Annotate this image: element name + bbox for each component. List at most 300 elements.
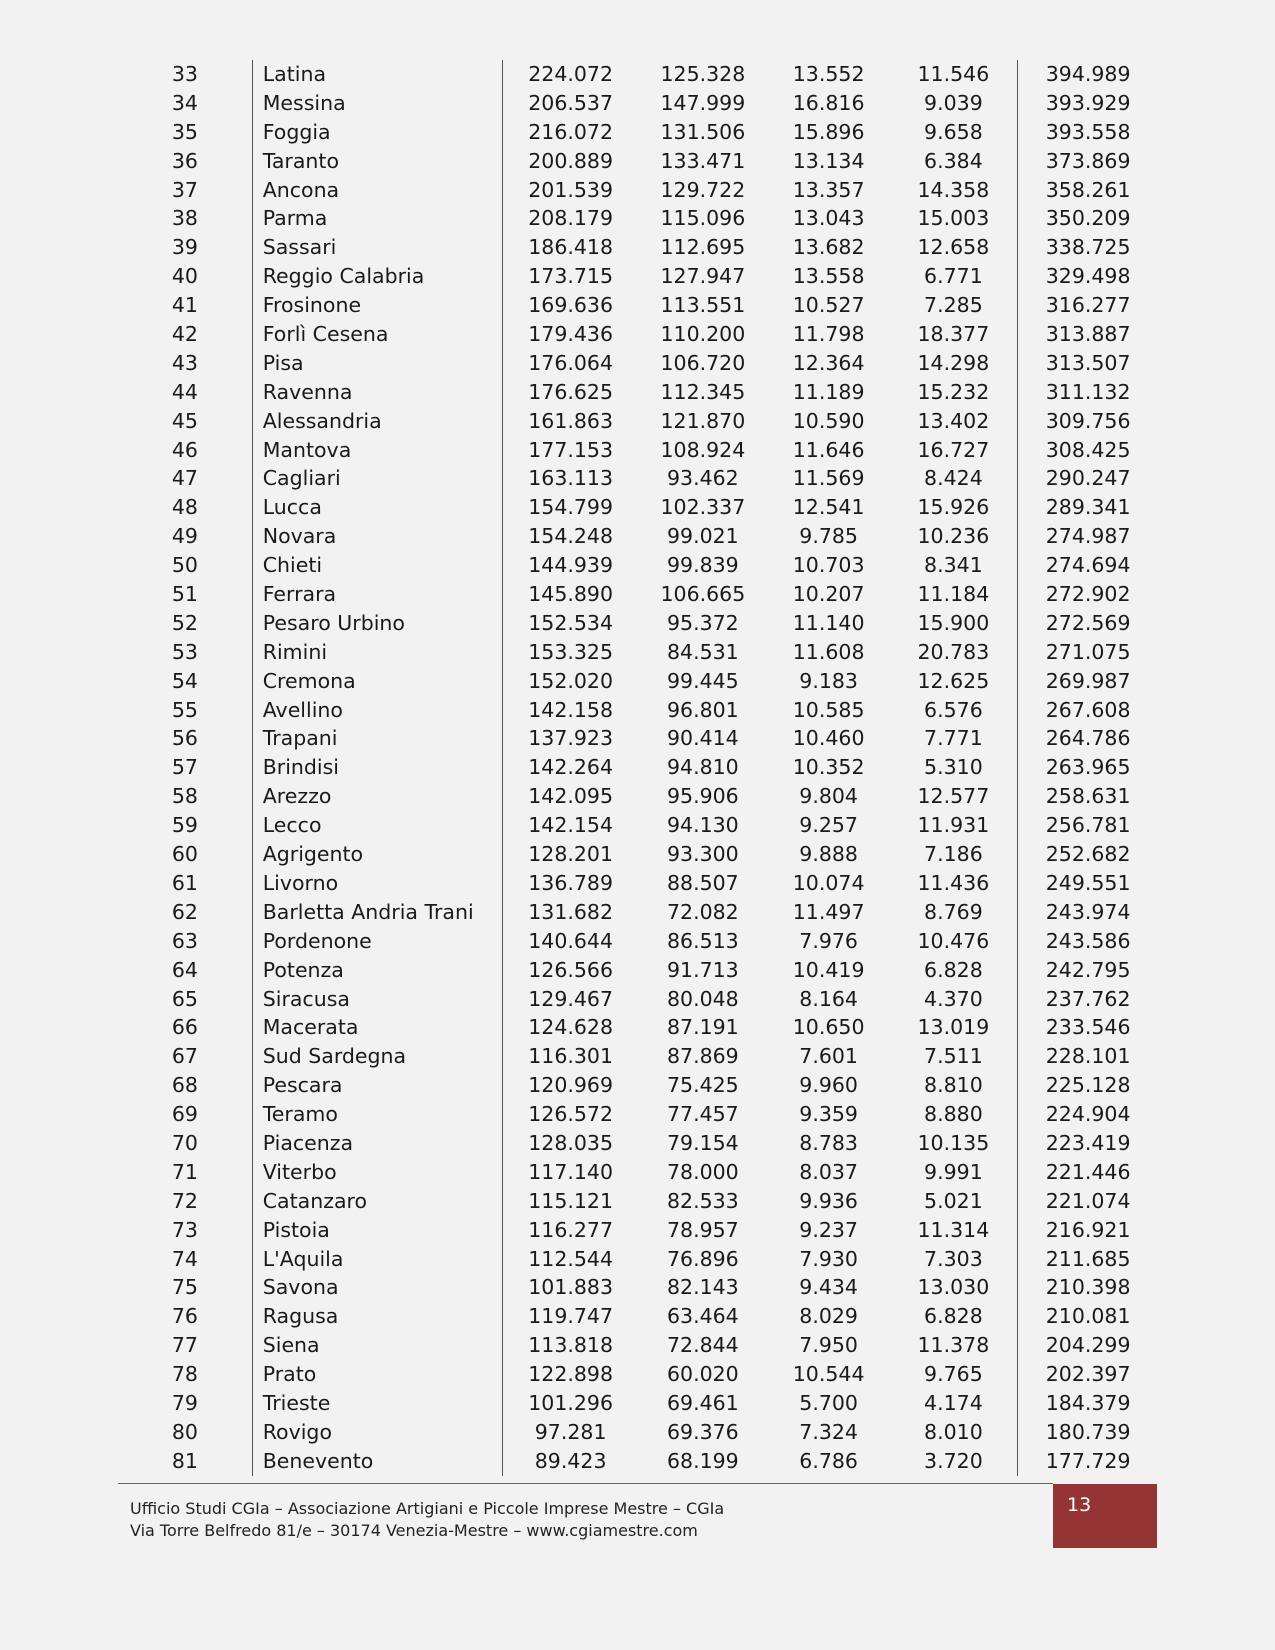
value-4-cell: 16.727 — [917, 437, 990, 462]
table-row — [118, 840, 1158, 869]
value-2-cell: 86.513 — [667, 928, 739, 953]
value-2-cell: 88.507 — [667, 870, 739, 895]
value-3-cell: 10.585 — [792, 697, 865, 722]
province-name-cell: Rovigo — [252, 1418, 503, 1447]
total-cell: 350.209 — [1017, 204, 1158, 233]
value-1-cell: 142.095 — [502, 782, 638, 811]
value-2-cell: 102.337 — [660, 495, 746, 520]
province-name-cell: Trieste — [252, 1389, 503, 1418]
value-1-cell: 117.140 — [502, 1158, 638, 1187]
rank-cell: 67 — [171, 1044, 198, 1069]
total-cell: 204.299 — [1017, 1331, 1158, 1360]
value-3-cell: 9.257 — [799, 813, 858, 838]
value-4-cell: 11.931 — [917, 813, 990, 838]
province-name-cell: Prato — [252, 1360, 503, 1389]
value-1-cell: 120.969 — [502, 1071, 638, 1100]
value-2-cell: 121.870 — [660, 408, 746, 433]
value-4-cell: 12.625 — [917, 668, 990, 693]
value-1-cell: 186.418 — [502, 233, 638, 262]
total-cell: 225.128 — [1017, 1071, 1158, 1100]
value-2-cell: 60.020 — [667, 1362, 739, 1387]
total-cell: 184.379 — [1017, 1389, 1158, 1418]
value-1-cell: 129.467 — [502, 985, 638, 1014]
total-cell: 394.989 — [1017, 60, 1158, 89]
value-4-cell: 13.019 — [917, 1015, 990, 1040]
province-name-cell: Pesaro Urbino — [252, 609, 503, 638]
total-cell: 289.341 — [1017, 493, 1158, 522]
rank-cell: 61 — [171, 870, 198, 895]
value-4-cell: 7.303 — [924, 1246, 983, 1271]
province-name-cell: L'Aquila — [252, 1245, 503, 1274]
table-row — [118, 811, 1158, 840]
value-3-cell: 8.029 — [799, 1304, 858, 1329]
value-3-cell: 10.703 — [792, 553, 865, 578]
value-3-cell: 7.324 — [799, 1419, 858, 1444]
value-3-cell: 9.804 — [799, 784, 858, 809]
value-1-cell: 169.636 — [502, 291, 638, 320]
value-4-cell: 15.926 — [917, 495, 990, 520]
value-3-cell: 10.544 — [792, 1362, 865, 1387]
total-cell: 216.921 — [1017, 1216, 1158, 1245]
table-row — [118, 1042, 1158, 1071]
value-3-cell: 11.140 — [792, 610, 865, 635]
table-row — [118, 522, 1158, 551]
rank-cell: 46 — [171, 437, 198, 462]
province-name-cell: Livorno — [252, 869, 503, 898]
value-4-cell: 6.771 — [924, 264, 983, 289]
rank-cell: 34 — [171, 90, 198, 115]
province-name-cell: Ravenna — [252, 378, 503, 407]
value-1-cell: 173.715 — [502, 262, 638, 291]
province-name-cell: Siracusa — [252, 985, 503, 1014]
value-4-cell: 11.314 — [917, 1217, 990, 1242]
value-1-cell: 142.264 — [502, 753, 638, 782]
value-1-cell: 179.436 — [502, 320, 638, 349]
value-4-cell: 9.039 — [924, 90, 983, 115]
value-2-cell: 78.000 — [667, 1159, 739, 1184]
value-3-cell: 9.888 — [799, 842, 858, 867]
province-name-cell: Alessandria — [252, 407, 503, 436]
value-2-cell: 129.722 — [660, 177, 746, 202]
value-1-cell: 216.072 — [502, 118, 638, 147]
value-4-cell: 12.577 — [917, 784, 990, 809]
value-1-cell: 136.789 — [502, 869, 638, 898]
value-2-cell: 95.372 — [667, 610, 739, 635]
table-row — [118, 378, 1158, 407]
total-cell: 242.795 — [1017, 956, 1158, 985]
value-2-cell: 112.345 — [660, 379, 746, 404]
table-row — [118, 985, 1158, 1014]
province-name-cell: Foggia — [252, 118, 503, 147]
total-cell: 263.965 — [1017, 753, 1158, 782]
value-1-cell: 154.248 — [502, 522, 638, 551]
value-3-cell: 9.785 — [799, 524, 858, 549]
value-3-cell: 5.700 — [799, 1390, 858, 1415]
rank-cell: 71 — [171, 1159, 198, 1184]
rank-cell: 81 — [171, 1448, 198, 1473]
province-name-cell: Novara — [252, 522, 503, 551]
value-4-cell: 14.298 — [917, 350, 990, 375]
rank-cell: 43 — [171, 350, 198, 375]
province-name-cell: Sud Sardegna — [252, 1042, 503, 1071]
table-row — [118, 1389, 1158, 1418]
value-3-cell: 9.237 — [799, 1217, 858, 1242]
province-name-cell: Teramo — [252, 1100, 503, 1129]
table-row — [118, 349, 1158, 378]
value-3-cell: 7.976 — [799, 928, 858, 953]
value-4-cell: 4.370 — [924, 986, 983, 1011]
rank-cell: 49 — [171, 524, 198, 549]
table-row — [118, 696, 1158, 725]
value-3-cell: 9.183 — [799, 668, 858, 693]
value-1-cell: 142.158 — [502, 696, 638, 725]
total-cell: 272.902 — [1017, 580, 1158, 609]
value-1-cell: 176.625 — [502, 378, 638, 407]
value-2-cell: 87.191 — [667, 1015, 739, 1040]
table-row — [118, 60, 1158, 89]
value-3-cell: 8.164 — [799, 986, 858, 1011]
province-name-cell: Viterbo — [252, 1158, 503, 1187]
value-2-cell: 80.048 — [667, 986, 739, 1011]
value-4-cell: 9.765 — [924, 1362, 983, 1387]
value-4-cell: 11.546 — [917, 62, 990, 86]
value-4-cell: 3.720 — [924, 1448, 983, 1473]
table-row — [118, 956, 1158, 985]
province-name-cell: Rimini — [252, 638, 503, 667]
value-2-cell: 127.947 — [660, 264, 746, 289]
province-name-cell: Messina — [252, 89, 503, 118]
rank-cell: 74 — [171, 1246, 198, 1271]
value-2-cell: 112.695 — [660, 235, 746, 260]
rank-cell: 39 — [171, 235, 198, 260]
table-row — [118, 1302, 1158, 1331]
table-row — [118, 1418, 1158, 1447]
rank-cell: 75 — [171, 1275, 198, 1300]
province-table — [118, 60, 1158, 1476]
table-row — [118, 1129, 1158, 1158]
total-cell: 221.446 — [1017, 1158, 1158, 1187]
value-2-cell: 72.844 — [667, 1333, 739, 1358]
value-3-cell: 15.896 — [792, 119, 865, 144]
table-row — [118, 176, 1158, 205]
value-2-cell: 110.200 — [660, 322, 746, 347]
value-2-cell: 69.376 — [667, 1419, 739, 1444]
value-2-cell: 63.464 — [667, 1304, 739, 1329]
rank-cell: 56 — [171, 726, 198, 751]
province-name-cell: Trapani — [252, 724, 503, 753]
province-name-cell: Frosinone — [252, 291, 503, 320]
rank-cell: 68 — [171, 1073, 198, 1098]
value-1-cell: 154.799 — [502, 493, 638, 522]
value-4-cell: 8.424 — [924, 466, 983, 491]
rank-cell: 76 — [171, 1304, 198, 1329]
value-2-cell: 90.414 — [667, 726, 739, 751]
total-cell: 256.781 — [1017, 811, 1158, 840]
rank-cell: 42 — [171, 322, 198, 347]
total-cell: 252.682 — [1017, 840, 1158, 869]
total-cell: 233.546 — [1017, 1013, 1158, 1042]
table-row — [118, 233, 1158, 262]
value-4-cell: 7.511 — [924, 1044, 983, 1069]
value-3-cell: 9.359 — [799, 1102, 858, 1127]
value-3-cell: 8.783 — [799, 1130, 858, 1155]
value-4-cell: 8.880 — [924, 1102, 983, 1127]
value-3-cell: 10.527 — [792, 293, 865, 318]
total-cell: 264.786 — [1017, 724, 1158, 753]
value-2-cell: 77.457 — [667, 1102, 739, 1127]
value-3-cell: 10.207 — [792, 582, 865, 607]
value-3-cell: 10.460 — [792, 726, 865, 751]
table-row — [118, 118, 1158, 147]
value-2-cell: 82.143 — [667, 1275, 739, 1300]
value-1-cell: 176.064 — [502, 349, 638, 378]
value-4-cell: 8.769 — [924, 899, 983, 924]
value-2-cell: 84.531 — [667, 639, 739, 664]
value-3-cell: 7.601 — [799, 1044, 858, 1069]
table-row — [118, 89, 1158, 118]
table-row — [118, 1071, 1158, 1100]
value-4-cell: 9.991 — [924, 1159, 983, 1184]
value-4-cell: 13.030 — [917, 1275, 990, 1300]
value-3-cell: 10.352 — [792, 755, 865, 780]
value-4-cell: 11.436 — [917, 870, 990, 895]
value-2-cell: 87.869 — [667, 1044, 739, 1069]
value-1-cell: 208.179 — [502, 204, 638, 233]
total-cell: 313.887 — [1017, 320, 1158, 349]
total-cell: 274.694 — [1017, 551, 1158, 580]
value-2-cell: 133.471 — [660, 148, 746, 173]
total-cell: 249.551 — [1017, 869, 1158, 898]
value-2-cell: 79.154 — [667, 1130, 739, 1155]
table-row — [118, 1187, 1158, 1216]
total-cell: 329.498 — [1017, 262, 1158, 291]
value-3-cell: 9.960 — [799, 1073, 858, 1098]
total-cell: 338.725 — [1017, 233, 1158, 262]
total-cell: 313.507 — [1017, 349, 1158, 378]
page-number: 13 — [1067, 1494, 1092, 1516]
total-cell: 224.904 — [1017, 1100, 1158, 1129]
table-row — [118, 782, 1158, 811]
value-4-cell: 18.377 — [917, 322, 990, 347]
value-1-cell: 126.566 — [502, 956, 638, 985]
value-3-cell: 12.541 — [792, 495, 865, 520]
value-1-cell: 116.301 — [502, 1042, 638, 1071]
province-name-cell: Latina — [252, 60, 503, 89]
total-cell: 180.739 — [1017, 1418, 1158, 1447]
total-cell: 228.101 — [1017, 1042, 1158, 1071]
value-4-cell: 15.232 — [917, 379, 990, 404]
rank-cell: 38 — [171, 206, 198, 231]
value-3-cell: 13.682 — [792, 235, 865, 260]
value-1-cell: 131.682 — [502, 898, 638, 927]
table-row — [118, 1158, 1158, 1187]
table-row — [118, 464, 1158, 493]
total-cell: 202.397 — [1017, 1360, 1158, 1389]
value-4-cell: 8.810 — [924, 1073, 983, 1098]
value-1-cell: 112.544 — [502, 1245, 638, 1274]
value-4-cell: 15.003 — [917, 206, 990, 231]
rank-cell: 59 — [171, 813, 198, 838]
rank-cell: 78 — [171, 1362, 198, 1387]
table-row — [118, 262, 1158, 291]
total-cell: 243.974 — [1017, 898, 1158, 927]
rank-cell: 80 — [171, 1419, 198, 1444]
rank-cell: 58 — [171, 784, 198, 809]
footer-rule — [118, 1483, 1053, 1484]
rank-cell: 63 — [171, 928, 198, 953]
province-name-cell: Avellino — [252, 696, 503, 725]
province-name-cell: Sassari — [252, 233, 503, 262]
value-2-cell: 78.957 — [667, 1217, 739, 1242]
value-4-cell: 11.184 — [917, 582, 990, 607]
value-1-cell: 161.863 — [502, 407, 638, 436]
value-2-cell: 106.665 — [660, 582, 746, 607]
province-name-cell: Siena — [252, 1331, 503, 1360]
table-row — [118, 436, 1158, 465]
total-cell: 358.261 — [1017, 176, 1158, 205]
value-3-cell: 13.134 — [792, 148, 865, 173]
rank-cell: 65 — [171, 986, 198, 1011]
rank-cell: 40 — [171, 264, 198, 289]
province-name-cell: Ragusa — [252, 1302, 503, 1331]
total-cell: 221.074 — [1017, 1187, 1158, 1216]
province-name-cell: Pescara — [252, 1071, 503, 1100]
rank-cell: 66 — [171, 1015, 198, 1040]
value-2-cell: 108.924 — [660, 437, 746, 462]
value-2-cell: 131.506 — [660, 119, 746, 144]
rank-cell: 36 — [171, 148, 198, 173]
footer-line-1: Ufficio Studi CGIa – Associazione Artigiani e Piccole Imprese Mestre – CGIa — [130, 1499, 725, 1518]
table-row — [118, 1216, 1158, 1245]
rank-cell: 37 — [171, 177, 198, 202]
value-2-cell: 72.082 — [667, 899, 739, 924]
total-cell: 269.987 — [1017, 667, 1158, 696]
value-1-cell: 137.923 — [502, 724, 638, 753]
province-name-cell: Barletta Andria Trani — [252, 898, 503, 927]
table-row — [118, 1013, 1158, 1042]
value-4-cell: 6.828 — [924, 957, 983, 982]
value-4-cell: 6.576 — [924, 697, 983, 722]
value-2-cell: 94.810 — [667, 755, 739, 780]
value-2-cell: 99.021 — [667, 524, 739, 549]
table-row — [118, 551, 1158, 580]
rank-cell: 53 — [171, 639, 198, 664]
table-row — [118, 638, 1158, 667]
rank-cell: 72 — [171, 1188, 198, 1213]
province-name-cell: Macerata — [252, 1013, 503, 1042]
value-3-cell: 13.357 — [792, 177, 865, 202]
total-cell: 316.277 — [1017, 291, 1158, 320]
table-row — [118, 724, 1158, 753]
value-3-cell: 9.434 — [799, 1275, 858, 1300]
rank-cell: 41 — [171, 293, 198, 318]
value-2-cell: 95.906 — [667, 784, 739, 809]
value-3-cell: 13.552 — [792, 62, 865, 86]
total-cell: 373.869 — [1017, 147, 1158, 176]
value-2-cell: 93.300 — [667, 842, 739, 867]
value-1-cell: 128.035 — [502, 1129, 638, 1158]
table-row — [118, 291, 1158, 320]
value-1-cell: 153.325 — [502, 638, 638, 667]
rank-cell: 64 — [171, 957, 198, 982]
value-3-cell: 10.074 — [792, 870, 865, 895]
table-row — [118, 1331, 1158, 1360]
province-name-cell: Taranto — [252, 147, 503, 176]
value-3-cell: 8.037 — [799, 1159, 858, 1184]
value-3-cell: 11.646 — [792, 437, 865, 462]
total-cell: 258.631 — [1017, 782, 1158, 811]
province-name-cell: Pistoia — [252, 1216, 503, 1245]
footer-line-2: Via Torre Belfredo 81/e – 30174 Venezia-Mestre – www.cgiamestre.com — [130, 1521, 698, 1540]
value-3-cell: 10.419 — [792, 957, 865, 982]
rank-cell: 48 — [171, 495, 198, 520]
rank-cell: 52 — [171, 610, 198, 635]
value-1-cell: 124.628 — [502, 1013, 638, 1042]
province-name-cell: Ancona — [252, 176, 503, 205]
value-3-cell: 10.650 — [792, 1015, 865, 1040]
value-1-cell: 97.281 — [502, 1418, 638, 1447]
value-1-cell: 145.890 — [502, 580, 638, 609]
table-row — [118, 898, 1158, 927]
value-1-cell: 224.072 — [502, 60, 638, 89]
value-4-cell: 12.658 — [917, 235, 990, 260]
province-name-cell: Parma — [252, 204, 503, 233]
rank-cell: 57 — [171, 755, 198, 780]
value-2-cell: 69.461 — [667, 1390, 739, 1415]
total-cell: 210.398 — [1017, 1273, 1158, 1302]
province-name-cell: Chieti — [252, 551, 503, 580]
province-name-cell: Brindisi — [252, 753, 503, 782]
value-1-cell: 144.939 — [502, 551, 638, 580]
province-name-cell: Pordenone — [252, 927, 503, 956]
value-4-cell: 7.186 — [924, 842, 983, 867]
value-1-cell: 142.154 — [502, 811, 638, 840]
rank-cell: 35 — [171, 119, 198, 144]
rank-cell: 69 — [171, 1102, 198, 1127]
province-name-cell: Pisa — [252, 349, 503, 378]
table-row — [118, 320, 1158, 349]
value-1-cell: 115.121 — [502, 1187, 638, 1216]
value-2-cell: 94.130 — [667, 813, 739, 838]
value-1-cell: 177.153 — [502, 436, 638, 465]
value-2-cell: 93.462 — [667, 466, 739, 491]
province-name-cell: Catanzaro — [252, 1187, 503, 1216]
table-row — [118, 1245, 1158, 1274]
value-2-cell: 68.199 — [667, 1448, 739, 1473]
value-3-cell: 10.590 — [792, 408, 865, 433]
value-2-cell: 113.551 — [660, 293, 746, 318]
value-4-cell: 15.900 — [917, 610, 990, 635]
total-cell: 274.987 — [1017, 522, 1158, 551]
value-1-cell: 152.020 — [502, 667, 638, 696]
value-4-cell: 14.358 — [917, 177, 990, 202]
table-row — [118, 204, 1158, 233]
value-3-cell: 11.798 — [792, 322, 865, 347]
page-number-box — [1053, 1484, 1157, 1548]
rank-cell: 62 — [171, 899, 198, 924]
value-1-cell: 206.537 — [502, 89, 638, 118]
province-name-cell: Cremona — [252, 667, 503, 696]
value-3-cell: 13.558 — [792, 264, 865, 289]
table-row — [118, 609, 1158, 638]
total-cell: 393.558 — [1017, 118, 1158, 147]
total-cell: 243.586 — [1017, 927, 1158, 956]
value-4-cell: 9.658 — [924, 119, 983, 144]
footer — [130, 1498, 724, 1542]
rank-cell: 33 — [171, 62, 198, 86]
province-name-cell: Benevento — [252, 1447, 503, 1476]
table-row — [118, 1100, 1158, 1129]
